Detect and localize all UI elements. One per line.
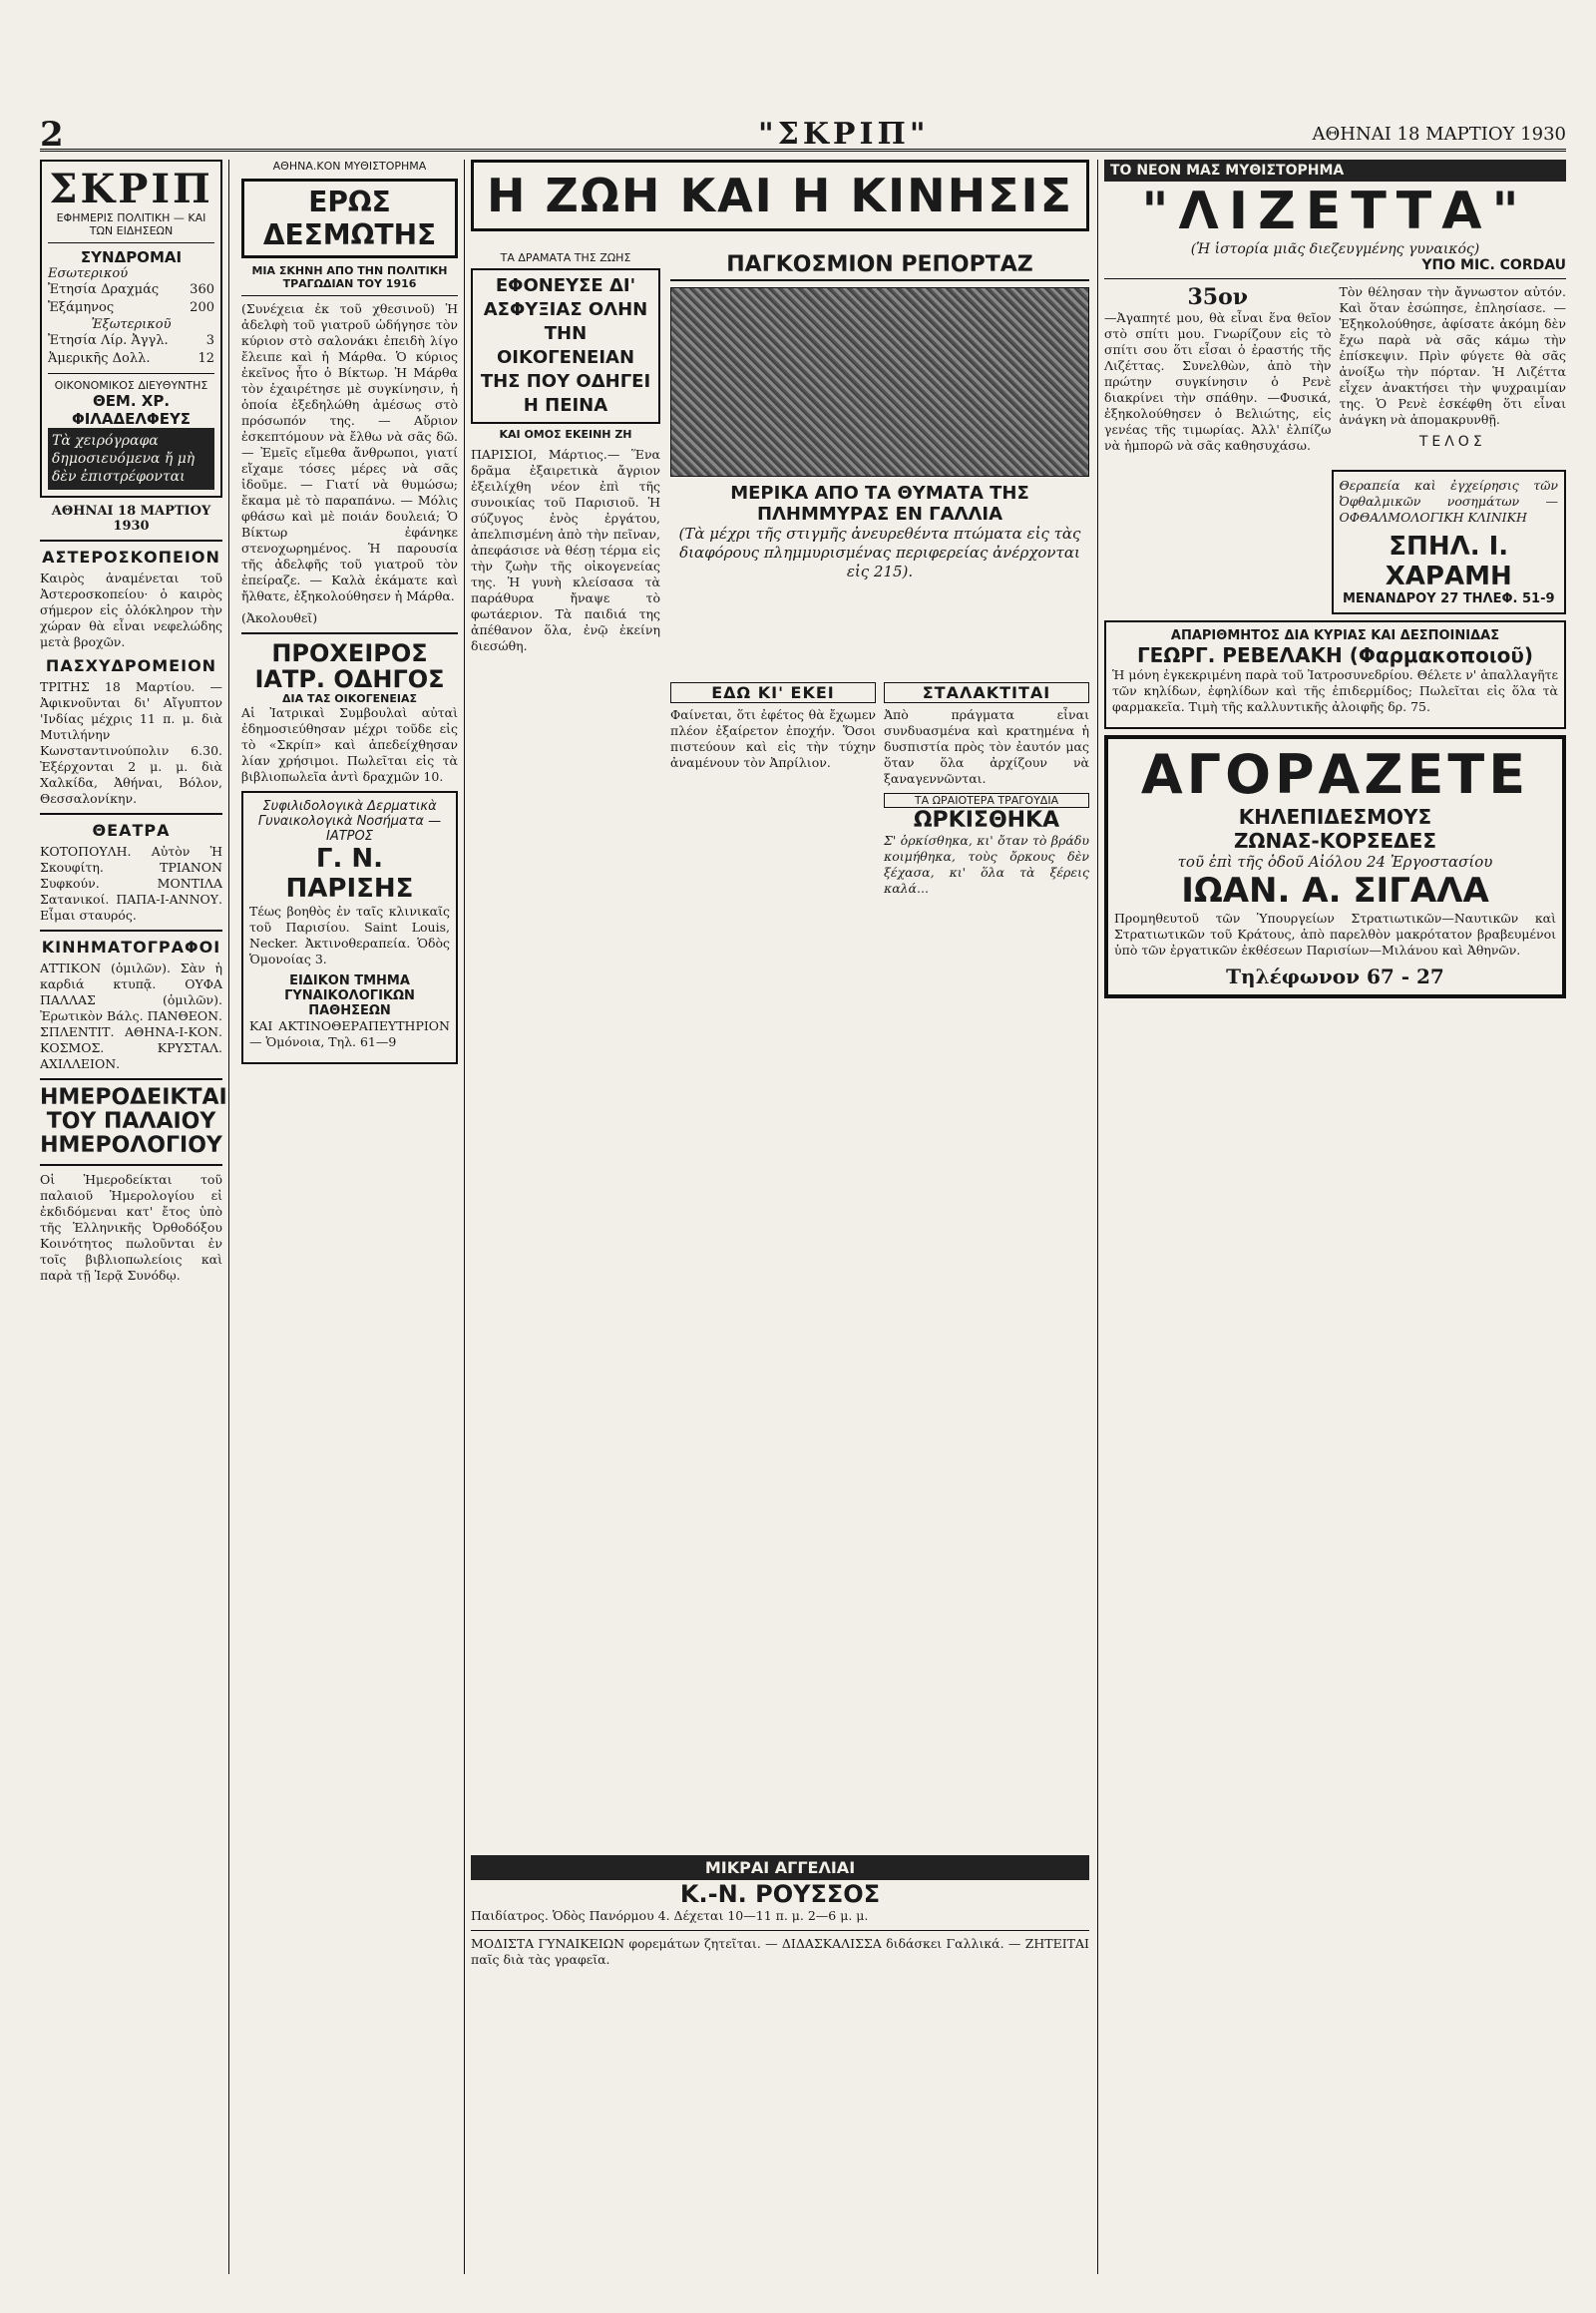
subscriptions-title: ΣΥΝΔΡΟΜΑΙ <box>80 248 183 266</box>
medical-guide-subtitle: ΔΙΑ ΤΑΣ ΟΙΚΟΓΕΝΕΙΑΣ <box>282 692 417 705</box>
doctor-ad <box>241 791 458 1064</box>
eye-clinic-address: ΜΕΝΑΝΔΡΟΥ 27 ΤΗΛΕΦ. 51-9 <box>1342 591 1555 606</box>
drama-kicker: ΚΑΙ ΟΜΟΣ ΕΚΕΙΝΗ ΖΗ <box>499 428 632 441</box>
dateline: ΑΘΗΝΑΙ 18 ΜΑΡΤΙΟΥ 1930 <box>51 504 211 534</box>
manufacturer-text: Προμηθευτοῦ τῶν Ὑπουργείων Στρατιωτικῶν—Ναυτικῶν καὶ Στρατιωτικῶν τοῦ Κράτους, ἀπὸ παρελθὸν μακρότατον βραβευμένοι ὑπὸ τῶν ἐργατικῶν ἐκθέσεων Παρισίων—Μιλάνου καὶ Ἀθηνῶν. <box>1114 911 1556 958</box>
theatres-text: ΚΟΤΟΠΟΥΛΗ. Αὐτὸν Ἡ Σκουφίτη. ΤΡΙΑΝΟΝ Συφκούν. ΜΟΝΤΙΛΑ Σατανικοί. ΠΑΠΑ-Ι-ΑΝΝΟΥ. Εἶμαι σταυρός. <box>40 844 222 923</box>
doctor-ad-text: Τέως βοηθὸς ἐν ταῖς κλινικαῖς τοῦ Παρισίου. Saint Louis, Necker. Ἀκτινοθεραπεία. Ὁδὸς Ὁμονοίας 3. <box>249 904 450 966</box>
sub-columns <box>670 678 1089 903</box>
section-post: ΠΑΣΧΥΔΡΟΜΕΙΟΝ <box>45 656 217 675</box>
eye-clinic-row <box>1104 470 1566 620</box>
medical-guide-text: Αἱ Ἰατρικαὶ Συμβουλαὶ αὐταὶ ἐδημοσιεύθησαν μέχρι τοῦδε εἰς τὸ «Σκρίπ» καὶ ἀπεδείχθησαν λίαν χρήσιμοι. Πωλεῖται εἰς τὰ βιβλιοπωλεῖα ἀντὶ δραχμῶν 10. <box>241 705 458 784</box>
classified-ads <box>471 1855 1089 1974</box>
column-novel-lisetta <box>1097 160 1566 2274</box>
medical-guide-title: ΠΡΟΧΕΙΡΟΣ ΙΑΤΡ. ΟΔΗΓΟΣ <box>254 639 445 693</box>
classified-text: ΜΟΔΙΣΤΑ ΓΥΝΑΙΚΕΙΩΝ φορεμάτων ζητεῖται. — ΔΙΔΑΣΚΑΛΙΣΣΑ διδάσκει Γαλλικά. — ΖΗΤΕΙΤΑΙ παῖς διὰ τὰς γραφεῖα. <box>471 1936 1089 1967</box>
drama-tag: ΤΑ ΔΡΑΜΑΤΑ ΤΗΣ ΖΩΗΣ <box>500 251 631 264</box>
page-header <box>40 115 1566 155</box>
rate-row: Ἀμερικῆς Δολλ. 12 <box>48 351 214 366</box>
buy-headline: ΑΓΟΡΑΖΕΤΕ <box>1140 743 1530 806</box>
drama-text: ΠΑΡΙΣΙΟΙ, Μάρτιος.— Ἕνα δρᾶμα ἐξαιρετικὰ ἄγριον ἐξειλίχθη νέον ἐπὶ τῆς συνοικίας τοῦ Παρισιοῦ. Ἡ σύζυγος ἑνὸς ἐργάτου, ἀπελπισμένη ἀπὸ τὴν πεῖναν, ἀπεφάσισε νὰ θέσῃ τέρμα εἰς τὴν ζωὴν τῆς οἰκογενείας της. Ἡ γυνὴ κλείσασα τὰ παράθυρα ἤναψε τὸ φωτάεριον. Τὰ παιδιά της ἀπέθανον ὅλα, ἐνῷ ἐκείνη διεσώθη. <box>471 447 660 653</box>
novel-subtitle: (Ἡ ἱστορία μιᾶς διεζευγμένης γυναικός) <box>1190 241 1480 257</box>
stalactites-title: ΣΤΑΛΑΚΤΙΤΑΙ <box>884 682 1089 703</box>
cosmetic-ad <box>1104 620 1566 729</box>
world-report-title: ΠΑΓΚΟΣΜΙΟΝ ΡΕΠΟΡΤΑΖ <box>670 251 1089 281</box>
flood-photo <box>670 287 1089 477</box>
serial-title: ΕΡΩΣ ΔΕΣΜΩΤΗΣ <box>241 179 458 258</box>
cosmetic-head: ΑΠΑΡΙΘΜΗΤΟΣ ΔΙΑ ΚΥΡΙΑΣ ΚΑΙ ΔΕΣΠΟΙΝΙΔΑΣ <box>1170 628 1500 643</box>
manufacturer-phone: Τηλέφωνον 67 - 27 <box>1226 964 1444 988</box>
here-and-there-title: ΕΔΩ ΚΙ' ΕΚΕΙ <box>670 682 876 703</box>
novel-title: "ΛΙΖΕΤΤΑ" <box>1141 182 1529 241</box>
doctor-ad-name: Γ. Ν. ΠΑΡΙΣΗΣ <box>285 844 414 904</box>
subscription-box <box>40 160 222 498</box>
novel-text-b: Τὸν θέλησαν τὴν ἄγνωστον αὐτόν. Καὶ ὅταν ἐσώπησε, ἐπλησίασε. —Ἐξηκολούθησε, ἀφίσατε ἀκόμη δὲν ἔχω παρὰ νὰ σᾶς κάμω τὴν ἐπίσκεψιν. Πρὶν φύγετε θὰ σᾶς ἀνοίξω τὴν πόρταν. Ἡ Λιζέττα εἶχεν ἀνακτήσει τὴν ψυχραιμίαν της. Ὁ Ρενὲ ἐσκέφθη ὅτι εἶναι ἀνάγκη νὰ ἀπομακρυνθῇ. <box>1339 284 1566 427</box>
column-masthead-info <box>40 160 229 2274</box>
observatory-text: Καιρὸς ἀναμένεται τοῦ Ἀστεροσκοπείου· ὁ καιρὸς σήμερον εἰς ὁλόκληρον τὴν χώραν θὰ εἶναι νεφελώδης μετὰ βροχῶν. <box>40 571 222 649</box>
rate-row: Ἐτησία Λίρ. Ἀγγλ. 3 <box>48 333 214 348</box>
doctor-ad-subtitle: Συφιλιδολογικὰ Δερματικὰ Γυναικολογικὰ Νοσήματα — ΙΑΤΡΟΣ <box>257 799 442 844</box>
sub-column-stalactites <box>884 678 1089 903</box>
novel-author: ΥΠΟ MIC. CORDAU <box>1421 257 1566 273</box>
here-and-there-text: Φαίνεται, ὅτι ἐφέτος θὰ ἔχωμεν πλέον ἐξαίρετον ἐποχήν. Ὅσοι πιστεύουν καὶ εἰς τὴν τύχην ἀναμένουν τὸν Ἀπρίλιον. <box>670 707 876 770</box>
clinic-ad-title: ΕΙΔΙΚΟΝ ΤΜΗΜΑ ΓΥΝΑΙΚΟΛΟΓΙΚΩΝ ΠΑΘΗΣΕΩΝ <box>284 973 415 1018</box>
page-number: 2 <box>40 115 64 155</box>
manufacturer-name: ΙΩΑΝ. Α. ΣΙΓΑΛΑ <box>1181 871 1489 911</box>
interior-label: Εσωτερικού <box>48 266 129 281</box>
paper-tagline: ΕΦΗΜΕΡΙΣ ΠΟΛΙΤΙΚΗ — ΚΑΙ ΤΩΝ ΕΙΔΗΣΕΩΝ <box>56 211 206 237</box>
section-observatory: ΑΣΤΕΡΟΣΚΟΠΕΙΟΝ <box>42 548 220 567</box>
rate-row: Ἑξάμηνος 200 <box>48 300 214 315</box>
director-label: ΟΙΚΟΝΟΜΙΚΟΣ ΔΙΕΥΘΥΝΤΗΣ <box>54 379 208 392</box>
cosmetic-pharmacist: ΓΕΩΡΓ. ΡΕΒΕΛΑΚΗ (Φαρμακοποιοῦ) <box>1136 643 1534 667</box>
photo-caption: ΜΕΡΙΚΑ ΑΠΟ ΤΑ ΘΥΜΑΤΑ ΤΗΣ ΠΛΗΜΜΥΡΑΣ ΕΝ ΓΑΛΛΙΑ <box>730 483 1029 525</box>
classified-title: ΜΙΚΡΑΙ ΑΓΓΕΛΙΑΙ <box>471 1855 1089 1880</box>
clinic-ad-text: ΚΑΙ ΑΚΤΙΝΟΘΕΡΑΠΕΥΤΗΡΙΟΝ — Ὁμόνοια, Τηλ. 61—9 <box>249 1018 450 1049</box>
cinemas-text: ΑΤΤΙΚΟΝ (ὁμιλῶν). Σὰν ἡ καρδιά κτυπᾷ. ΟΥΦΑ ΠΑΛΛΑΣ (ὁμιλῶν). Ἐρωτικὸν Βάλς. ΠΑΝΘΕΟΝ. ΣΠΛΕΝΤΙΤ. ΑΘΗΝΑ-Ι-ΚΟΝ. ΚΟΣΜΟΣ. ΚΡΥΣΤΑΛ. ΑΧΙΛΛΕΙΟΝ. <box>40 961 222 1071</box>
serial-subtitle: ΜΙΑ ΣΚΗΝΗ ΑΠΟ ΤΗΝ ΠΟΛΙΤΙΚΗ ΤΡΑΓΩΔΙΑΝ ΤΟΥ 1916 <box>251 264 448 290</box>
buy-item-1: ΚΗΛΕΠΙΔΕΣΜΟΥΣ <box>1238 805 1432 829</box>
manuscripts-notice: Τὰ χειρόγραφα δημοσιευόμενα ἤ μὴ δὲν ἐπιστρέφονται <box>48 428 214 490</box>
section-cinemas: ΚΙΝΗΜΑΤΟΓΡΑΦΟΙ <box>41 938 221 957</box>
section-theatres: ΘΕΑΤΡΑ <box>92 821 171 840</box>
exterior-label: Ἐξωτερικοῦ <box>91 317 172 332</box>
section-title: Η ΖΩΗ ΚΑΙ Η ΚΙΝΗΣΙΣ <box>471 160 1089 231</box>
calendar-text: Οἱ Ἡμεροδείκται τοῦ παλαιοῦ Ἡμερολογίου εἰ ἐκδιδόμεναι κατ' ἔτος ὑπὸ τῆς Ἑλληνικῆς Ὀρθοδόξου Κοινότητος πωλοῦνται ἐν τοῖς βιβλιοπωλείοις καὶ παρὰ τῇ Ἱερᾷ Συνόδῳ. <box>40 1172 222 1283</box>
photo-subcaption: (Τὰ μέχρι τῆς στιγμῆς ἀνευρεθέντα πτώματα εἰς τὰς διαφόρους πλημμυρισμένας περιφερείας ἀνέρχονται εἰς 215). <box>678 525 1081 580</box>
world-report <box>670 251 1089 581</box>
serial-text: (Συνέχεια ἐκ τοῦ χθεσινοῦ) Ἡ ἀδελφὴ τοῦ γιατροῦ ὡδήγησε τὸν κύριον στὸ σαλονάκι ἐπειδὴ λίγο ἔλειπε καὶ ἡ Μάρθα. Ὁ κύριος ἐκεῖνος ἦτο ὁ Βίκτωρ. Ἡ Μάρθα τὸν ἐχαιρέτησε μὲ συγκίνησιν, ἡ ὁποία ἐξεδηλώθη ἀμέσως στὸ πρόσωπόν της. — Αὔριον ἐσκεπτόμουν νὰ ἔλθω νὰ σᾶς δῶ. — Ἐμεῖς εἴμεθα ἄνθρωποι, γιατί εἴχαμε τόσες μέρες νὰ σᾶς ἰδοῦμε. — Γιατί νὰ θυμώσω; ἔκαμα μὲ τὸ παραπάνω. — Μόλις φθάσω καὶ μὲ ποιάν δουλειά; Ὁ Βίκτωρ ἐφάνηκε στενοχωρημένος. Ἡ παρουσία τῆς ἀδελφῆς τοῦ γιατροῦ τὸν ἐπείραζε. — Καλὰ ἐκάματε καὶ ἤλθατε, ἐξηκολούθησεν ἡ Μάρθα. <box>241 301 458 603</box>
sub-column-here-and-there <box>670 678 876 903</box>
song-title: ΩΡΚΙΣΘΗΚΑ <box>913 808 1060 833</box>
eye-clinic-doctor: ΣΠΗΛ. Ι. ΧΑΡΑΜΗ <box>1385 532 1512 591</box>
director-name: ΘΕΜ. ΧΡ. ΦΙΛΑΔΕΛΦΕΥΣ <box>71 392 192 428</box>
novel-end: ΤΕΛΟΣ <box>1418 434 1486 450</box>
column-serial <box>235 160 465 2274</box>
novel-text-a: —Ἀγαπητέ μου, θὰ εἶναι ἕνα θεῖον στὸ σπίτι μου. Γνωρίζουν εἰς τὸ σπίτι σου ὅτι εἶσαι ὁ ἐραστής τῆς Λιζέττας. Συνελθὼν, ἀπὸ τὴν πρώτην συγκίνησιν ὁ Ρενὲ διακρίνει τὴν σπάθην. —Φυσικά, ἐξηκολούθησεν ὁ Βελιώτης, εἰς γενέας τῆς τιμωρίας. Ἀλλ' ἐλπίζω νὰ ἠμπορῶ νὰ σᾶς καθησυχάσω. <box>1104 310 1332 453</box>
pediatrician-ad-name: Κ.-Ν. ΡΟΥΣΣΟΣ <box>679 1880 881 1908</box>
factory-address: τοῦ ἐπὶ τῆς ὁδοῦ Αἰόλου 24 Ἐργοστασίου <box>1177 853 1493 871</box>
life-and-movement-section <box>471 160 1089 2274</box>
rate-row: Ἐτησία Δραχμάς 360 <box>48 282 214 297</box>
pediatrician-ad-text: Παιδίατρος. Ὁδὸς Πανόρμου 4. Δέχεται 10—11 π. μ. 2—6 μ. μ. <box>471 1908 869 1923</box>
post-text: ΤΡΙΤΗΣ 18 Μαρτίου. — Ἀφικνοῦνται δι' Αἴγυπτον 'Ινδίας μέχρις 11 π. μ. διὰ Μυτιλήνην Κωνσταντινούπολιν 6.30. Ἐξέρχονται 2 μ. μ. διὰ Χαλκίδα, Ἀθήναι, Βόλον, Θεσσαλονίκην. <box>40 679 222 806</box>
episode-number: 35ον <box>1187 284 1249 310</box>
drama-headline: ΕΦΟΝΕΥΣΕ ΔΙ' ΑΣΦΥΞΙΑΣ ΟΛΗΝ ΤΗΝ ΟΙΚΟΓΕΝΕΙΑΝ ΤΗΣ ΠΟΥ ΟΔΗΓΕΙ Η ΠΕΙΝΑ <box>471 268 660 424</box>
header-date: ΑΘΗΝΑΙ 18 ΜΑΡΤΙΟΥ 1930 <box>1312 124 1566 145</box>
drama-article <box>471 251 660 660</box>
corset-ad <box>1104 735 1566 998</box>
paper-logo: ΣΚΡΙΠ <box>49 166 213 212</box>
serial-continues: (Ἀκολουθεῖ) <box>241 610 318 625</box>
cosmetic-text: Ἡ μόνη ἐγκεκριμένη παρὰ τοῦ Ἰατροσυνεδρίου. Θέλετε ν' ἀπαλλαγῆτε τῶν κηλίδων, ἐφηλίδων καὶ τῆς ἐπιδερμίδος; Πωλεῖται εἰς ὅλα τὰ φαρμακεῖα. Τιμὴ τῆς καλλυντικῆς ἀλοιφῆς δρ. 75. <box>1112 667 1558 714</box>
serial-tag: ΑΘΗΝΑ.ΚΟΝ ΜΥΘΙΣΤΟΡΗΜΑ <box>272 160 427 173</box>
masthead: "ΣΚΡΙΠ" <box>758 117 930 152</box>
stalactites-text: Ἀπὸ πράγματα εἶναι συνδυασμένα καὶ κρατημένα ἡ δυσπιστία πρὸς τὸν ἐαυτόν μας ὅταν ὅλα ἀρχίζουν νὰ ξαναγεννῶνται. <box>884 707 1089 786</box>
eye-clinic-text: Θεραπεία καὶ ἐγχείρησις τῶν Ὀφθαλμικῶν νοσημάτων — ΟΦΘΑΛΜΟΛΟΓΙΚΗ ΚΛΙΝΙΚΗ <box>1339 478 1558 525</box>
eye-clinic-ad <box>1332 470 1567 614</box>
song-text: Σ' ὁρκίσθηκα, κι' ὄταν τὸ βράδυ κοιμήθηκα, τοὺς ὄρκους δὲν ξέχασα, κι' ὅλα τὰ ξέρεις καλά... <box>884 833 1089 896</box>
buy-item-2: ΖΩΝΑΣ-ΚΟΡΣΕΔΕΣ <box>1234 829 1436 853</box>
songs-tag: ΤΑ ΩΡΑΙΟΤΕΡΑ ΤΡΑΓΟΥΔΙΑ <box>884 793 1089 808</box>
novel-text-columns <box>1104 284 1566 460</box>
novel-head: ΤΟ ΝΕΟΝ ΜΑΣ ΜΥΘΙΣΤΟΡΗΜΑ <box>1104 160 1566 182</box>
calendar-title: ΗΜΕΡΟΔΕΙΚΤΑΙ ΤΟΥ ΠΑΛΑΙΟΥ ΗΜΕΡΟΛΟΓΙΟΥ <box>40 1085 227 1158</box>
